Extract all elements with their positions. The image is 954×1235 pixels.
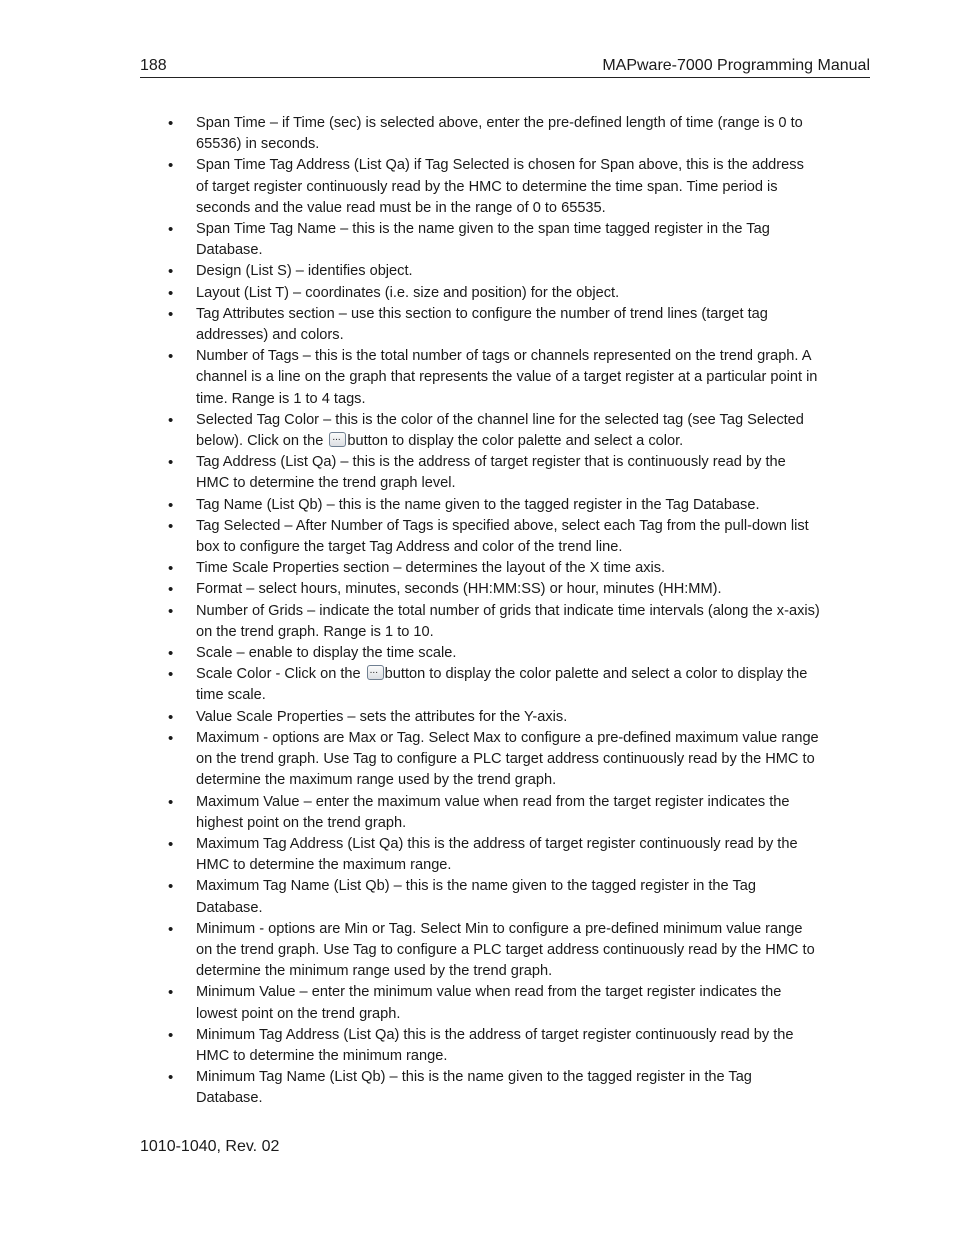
page-header [140,56,870,78]
list-item: • Number of Grids – indicate the total number of grids that indicate time intervals (along the x-axis) on the trend graph. Range is 1 to 10. [140,601,820,643]
list-item: • Minimum Tag Address (List Qa) this is the address of target register continuously read by the HMC to determine the minimum range. [140,1025,820,1067]
list-item: • Number of Tags – this is the total number of tags or channels represented on the trend graph. A channel is a line on the graph that represents the value of a target register at a particular point in time. Range is 1 to 4 tags. [140,346,820,410]
list-item: • Minimum Tag Name (List Qb) – this is the name given to the tagged register in the Tag Database. [140,1067,820,1109]
document-number: 1010-1040, Rev. 02 [140,1138,280,1155]
list-item: • Minimum - options are Min or Tag. Select Min to configure a pre-defined minimum value range on the trend graph. Use Tag to configure a PLC target address continuously read by the HMC to determine the minimum range used by the trend graph. [140,919,820,983]
ellipsis-button-icon [367,665,384,680]
property-list [140,113,820,1110]
ellipsis-button-icon [329,432,346,447]
list-item: • Tag Address (List Qa) – this is the address of target register that is continuously read by the HMC to determine the trend graph level. [140,452,820,494]
list-item: • Span Time Tag Address (List Qa) if Tag Selected is chosen for Span above, this is the address of target register continuously read by the HMC to determine the time span. Time period is seconds and the value read must be in the range of 0 to 65535. [140,155,820,219]
list-item: • Maximum - options are Max or Tag. Select Max to configure a pre-defined maximum value range on the trend graph. Use Tag to configure a PLC target address continuously read by the HMC to determine the maximum range used by the trend graph. [140,728,820,792]
list-item: • Maximum Value – enter the maximum value when read from the target register indicates the highest point on the trend graph. [140,792,820,834]
manual-title: MAPware-7000 Programming Manual [602,57,870,74]
list-item: • Scale – enable to display the time scale. [140,643,820,664]
list-item: • Span Time – if Time (sec) is selected above, enter the pre-defined length of time (range is 0 to 65536) in seconds. [140,113,820,155]
list-item: • Design (List S) – identifies object. [140,261,820,282]
list-item-scale-color [140,664,820,706]
page-number: 188 [140,57,167,74]
selected-tag-color-text-after: button to display the color palette and select a color. [347,433,684,450]
list-item: • Tag Selected – After Number of Tags is specified above, select each Tag from the pull-down list box to configure the target Tag Address and color of the trend line. [140,516,820,558]
selected-tag-color-text: Selected Tag Color – this is the color of the channel line for the selected tag (see Tag Selected below). Click on the [196,411,804,450]
page-footer [140,1137,279,1157]
list-item: • Minimum Value – enter the minimum value when read from the target register indicates the lowest point on the trend graph. [140,982,820,1024]
list-item: • Tag Attributes section – use this section to configure the number of trend lines (target tag addresses) and colors. [140,304,820,346]
list-item: • Time Scale Properties section – determines the layout of the X time axis. [140,558,820,579]
list-item: • Maximum Tag Name (List Qb) – this is the name given to the tagged register in the Tag Database. [140,876,820,918]
list-item: • Value Scale Properties – sets the attributes for the Y-axis. [140,707,820,728]
list-item: • Tag Name (List Qb) – this is the name given to the tagged register in the Tag Database. [140,495,820,516]
list-item: • Maximum Tag Address (List Qa) this is the address of target register continuously read by the HMC to determine the maximum range. [140,834,820,876]
list-item-selected-tag-color [140,410,820,452]
list-item: • Layout (List T) – coordinates (i.e. size and position) for the object. [140,283,820,304]
list-item: • Span Time Tag Name – this is the name given to the span time tagged register in the Tag Database. [140,219,820,261]
scale-color-text: Scale Color - Click on the [196,666,361,683]
scale-color-text-after: button to display the color palette and select a color to display the time scale. [196,666,808,704]
list-item: • Format – select hours, minutes, seconds (HH:MM:SS) or hour, minutes (HH:MM). [140,579,820,600]
